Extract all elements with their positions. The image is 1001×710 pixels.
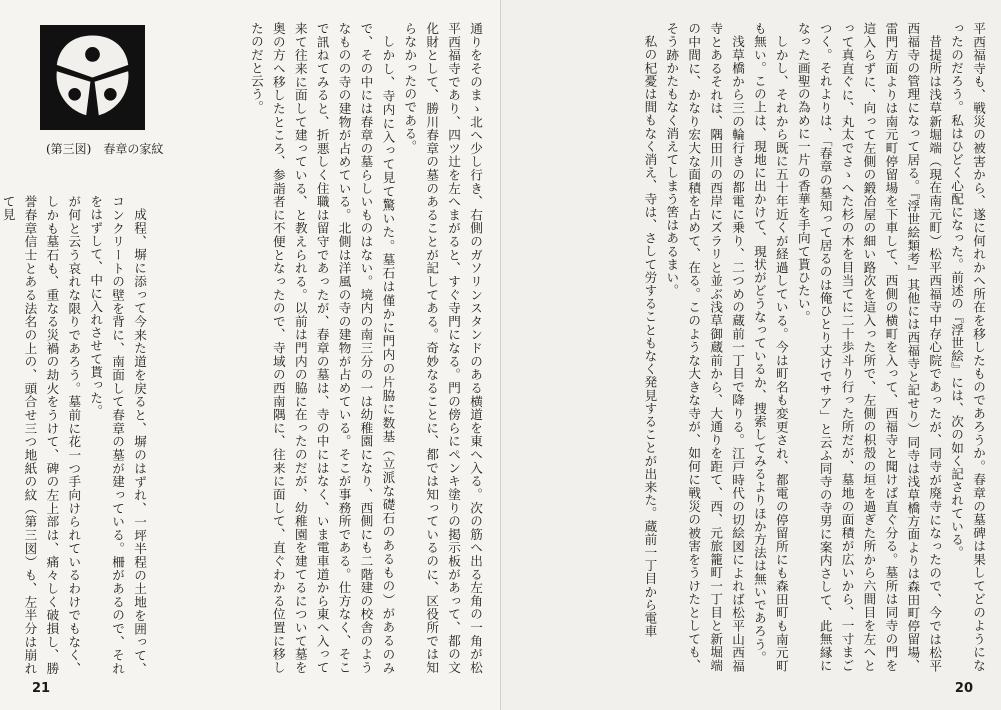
page-number: 20: [954, 681, 973, 696]
quoted-paragraph: 昔提所は浅草新堀端（現在南元町）松平西福寺中存心院であったが、同寺が廃寺になったので、今では松平西福寺の管理になって居る。『浮世絵類考』其他には西福寺と記せり）同寺は浅草橋方面よりは森田町停留場、雷門方面よりは南元町停留場を下車して、西側の横町を入って、西福寺と聞けば直ぐ分る。墓所は同寺の門を這入らずに、向って左側の鍛冶屋の細い路次を這入った所で、左側の枳殻の垣を過ぎた所から六間目を左へとって真直ぐに、丸太でさゝへた杉の木を目当てに二十歩斗り行った所だが、墓地の面積が広いから、一寸まごつく。それよりは、「春章の墓知って居るのは俺ひとり丈けでサア」と云ふ同寺の寺男に案内さして、此無縁になった画聖の為めに一片の香華を手向て貰ひたい。: [795, 22, 943, 672]
paragraph: しかし、寺内に入って見て驚いた。墓石は僅かに門内の片脇に数基（立派な礎石のあるもの）があるのみで、その中には春章の墓らしいものはない。境内の南三分の一は幼稚園になり、西側にも二階建の校舎のようなものの寺の建物が占めている。北側は洋風の寺の建物が占めている。そこが事務所である。仕方なく、そこで訊ねてみると、折悪しく住職は留守であったが、春章の墓は、寺の中にはなく、いま電車道から東へ入って来て往来に面して建っている、と教えられる。以前は門内の脇に在ったのだが、幼稚園を建てるについて墓を奥の方へ移したところ、参詣者に不便となったので、寺域の西南隅に、往来に面して、直ぐわかる位置に移したのだと云う。: [248, 22, 396, 674]
paragraph: 通りをそのまゝ北へ少し行き、右側のガソリンスタンドのある横道を東へ入る。次の筋へ出る左角の一角が松平西福寺であり、四ツ辻を左へまがると、すぐ寺門になる。門の傍らにペンキ塗りの掲示板があって、都の文化財として、勝川春章の墓のあることが記してある。奇妙なることに、都では知っているのに、区役所では知らなかったのである。: [402, 22, 483, 674]
paragraph: が何と云う哀れな限りであろう。墓前に花一つ手向けられているわけでもなく、しかも墓石も、重なる災禍の劫火をうけて、碑の左上部は、痛々しく破損し、勝誉春章信士とある法名の上の、頭合せ三つ地紙の紋（第三図）も、左半分は崩れて見: [0, 195, 82, 675]
left-page-body: [154, 22, 486, 674]
paragraph: 私の杞憂は間もなく消え、寺は、さして労することもなく発見することが出来た。蔵前一丁目から電車: [642, 34, 658, 638]
paragraph: しかし、それから既に五十年近くが経過している。今は町名も変更され、都電の停留所にも森田町も南元町も無い。この上は、現地に出かけて、現状がどうなっているか、捜索してみるよりほか方法は無いであろう。: [751, 22, 789, 672]
paragraph: 成程、塀に添って今来た道を戻ると、塀のはずれ、一坪半程の土地を囲って、コンクリートの壁を背に、南面して春章の墓が建っている。柵があるので、それをはずして、中に入れさせて貰った。: [88, 195, 147, 675]
right-page: [500, 0, 1001, 710]
paragraph: 浅草橋から三の輪行きの都電に乗り、二つめの蔵前一丁目で降りる。江戸時代の切絵図によれば松平山西福寺とあるそれは、隅田川の西岸にズラリと並ぶ浅草御蔵前から、大通りを距て、西、元旅籠町一丁目と新堀端の中間に、かなり宏大な面積を占めて、在る。このような大きな寺が、如何に戦災の被害をうけたとしても、そう跡かたもなく消えてしまう筈はあるまい。: [664, 22, 746, 672]
page-number: 21: [32, 681, 51, 696]
figure-caption: (第三図) 春章の家紋: [46, 142, 164, 156]
crest-three-rings-icon: [40, 25, 145, 130]
paragraph: 平西福寺も、戦災の被害から、遂に何れかへ所在を移したものであろうか。春章の墓碑は果してどのようになったのだろう。私はひどく心配になった。前述の『浮世絵』には、次の如く記されている。: [949, 22, 986, 672]
left-page: [0, 0, 500, 710]
right-page-body: [513, 22, 989, 672]
left-page-body-continued: [0, 195, 150, 675]
